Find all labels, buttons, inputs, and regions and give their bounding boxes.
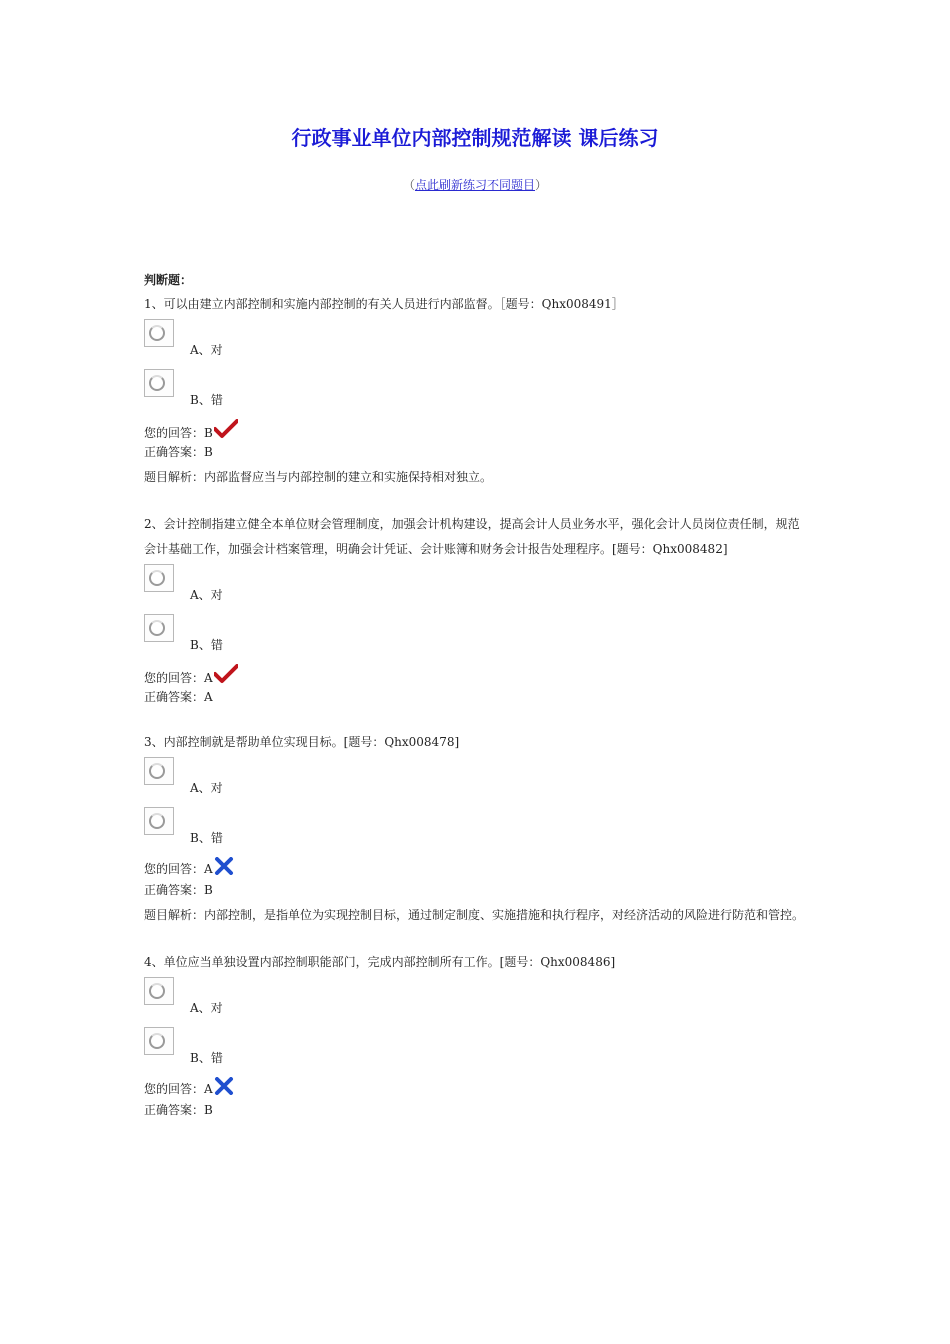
explanation-text: 内部监督应当与内部控制的建立和实施保持相对独立。: [204, 470, 493, 484]
radio-circle-icon: [149, 325, 165, 341]
cross-icon: [214, 857, 234, 875]
your-answer-value: A: [204, 671, 213, 685]
radio-button[interactable]: [144, 319, 174, 347]
explanation-label: 题目解析：: [144, 908, 205, 922]
correct-answer-label: 正确答案：: [144, 1103, 205, 1117]
option-a[interactable]: [144, 755, 808, 805]
your-answer-label: 您的回答：: [144, 862, 205, 876]
correct-answer-value: B: [204, 445, 213, 459]
question-text: 4、单位应当单独设置内部控制职能部门，完成内部控制所有工作。[题号：Qhx008486]: [144, 955, 616, 969]
radio-circle-icon: [149, 570, 165, 586]
your-answer-label: 您的回答：: [144, 426, 205, 440]
radio-button[interactable]: [144, 807, 174, 835]
question-1: [144, 292, 808, 490]
question-3: [144, 730, 808, 928]
question-text: 3、内部控制就是帮助单位实现目标。[题号：Qhx008478]: [144, 735, 460, 749]
option-b[interactable]: [144, 1025, 808, 1075]
your-answer-row: [144, 1077, 808, 1099]
option-b[interactable]: [144, 367, 808, 417]
radio-button[interactable]: [144, 614, 174, 642]
your-answer-label: 您的回答：: [144, 1082, 205, 1096]
radio-button[interactable]: [144, 757, 174, 785]
option-label: A、对: [190, 588, 223, 602]
radio-circle-icon: [149, 763, 165, 779]
refresh-suffix: ）: [535, 178, 548, 192]
refresh-line: [0, 176, 950, 194]
radio-circle-icon: [149, 813, 165, 829]
correct-answer-row: [144, 879, 808, 901]
explanation-text: 内部控制，是指单位为实现控制目标，通过制定制度、实施措施和执行程序，对经济活动的风险进行防范和管控。: [204, 908, 805, 922]
option-a[interactable]: [144, 562, 808, 612]
radio-button[interactable]: [144, 977, 174, 1005]
correct-answer-value: A: [204, 690, 213, 704]
correct-answer-row: [144, 1099, 808, 1121]
your-answer-row: [144, 419, 808, 441]
option-b[interactable]: [144, 612, 808, 662]
correct-answer-label: 正确答案：: [144, 445, 205, 459]
radio-circle-icon: [149, 620, 165, 636]
check-icon: [214, 664, 238, 684]
page-title: 行政事业单位内部控制规范解读 课后练习: [291, 126, 659, 150]
radio-circle-icon: [149, 1033, 165, 1049]
option-label: B、错: [190, 1051, 223, 1065]
explanation-label: 题目解析：: [144, 470, 205, 484]
question-text: 2、会计控制指建立健全本单位财会管理制度，加强会计机构建设，提高会计人员业务水平，强化会计人员岗位责任制，规范会计基础工作，加强会计档案管理，明确会计凭证、会计账簿和财务会计报告处理程序。[题号：Qhx008482]: [144, 517, 800, 556]
option-a[interactable]: [144, 317, 808, 367]
correct-answer-label: 正确答案：: [144, 883, 205, 897]
correct-answer-value: B: [204, 883, 213, 897]
correct-answer-row: [144, 441, 808, 463]
question-text: 1、可以由建立内部控制和实施内部控制的有关人员进行内部监督。［题号：Qhx008491］: [144, 297, 624, 311]
option-label: B、错: [190, 638, 223, 652]
explanation-row: [144, 465, 808, 490]
option-label: B、错: [190, 393, 223, 407]
option-b[interactable]: [144, 805, 808, 855]
refresh-link[interactable]: 点此刷新练习不同题目: [414, 178, 535, 192]
correct-answer-value: B: [204, 1103, 213, 1117]
your-answer-value: A: [204, 862, 213, 876]
check-icon: [214, 419, 238, 439]
your-answer-row: [144, 664, 808, 686]
question-4: [144, 950, 808, 1121]
your-answer-value: A: [204, 1082, 213, 1096]
option-label: A、对: [190, 343, 223, 357]
correct-answer-label: 正确答案：: [144, 690, 205, 704]
your-answer-label: 您的回答：: [144, 671, 205, 685]
option-label: A、对: [190, 1001, 223, 1015]
cross-icon: [214, 1077, 234, 1095]
explanation-row: [144, 903, 808, 928]
radio-button[interactable]: [144, 564, 174, 592]
option-label: A、对: [190, 781, 223, 795]
section-label: 判断题：: [144, 273, 193, 287]
your-answer-value: B: [204, 426, 213, 440]
option-label: B、错: [190, 831, 223, 845]
your-answer-row: [144, 857, 808, 879]
radio-button[interactable]: [144, 1027, 174, 1055]
radio-button[interactable]: [144, 369, 174, 397]
radio-circle-icon: [149, 375, 165, 391]
refresh-prefix: （: [402, 178, 415, 192]
correct-answer-row: [144, 686, 808, 708]
radio-circle-icon: [149, 983, 165, 999]
question-2: [144, 512, 808, 708]
quiz-content: [144, 270, 808, 1143]
option-a[interactable]: [144, 975, 808, 1025]
